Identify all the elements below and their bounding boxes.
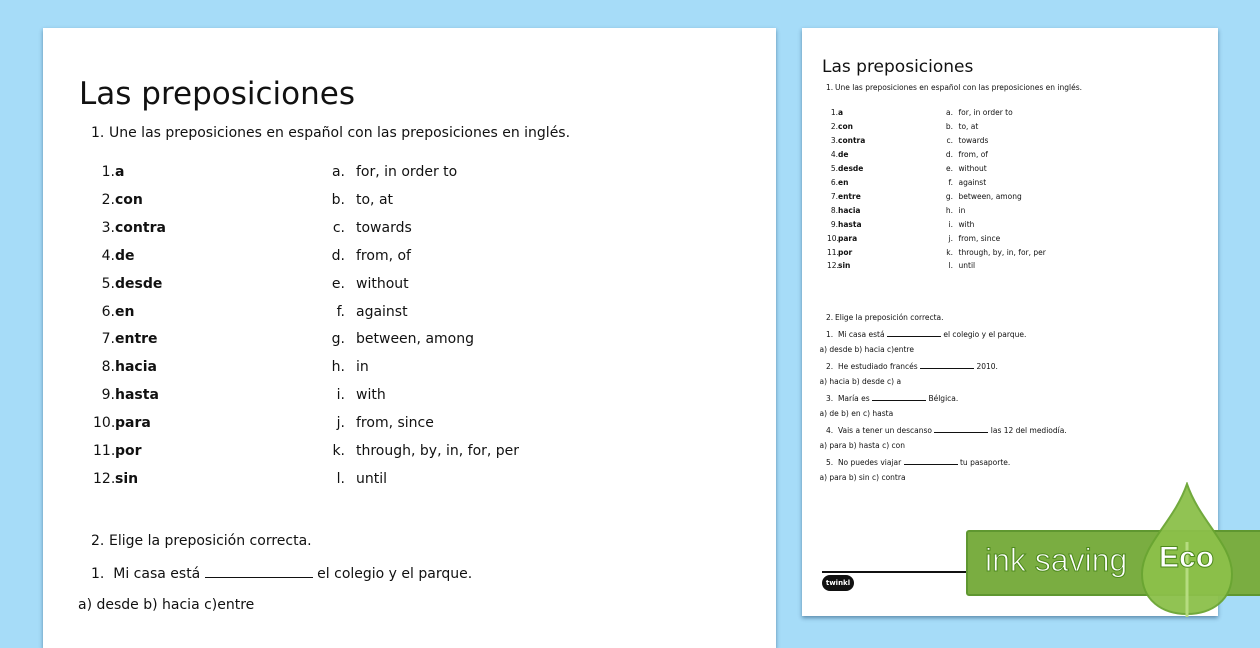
spanish-preposition: hasta [838, 219, 862, 229]
match-letter: d. [945, 149, 953, 159]
worksheet-page-large [43, 28, 776, 648]
english-meaning: for, in order to [958, 108, 1013, 117]
spanish-item [838, 234, 857, 243]
spanish-preposition: entre [115, 331, 158, 348]
item-number: 12. [827, 261, 839, 271]
spanish-preposition: con [838, 121, 853, 131]
item-number: 9. [101, 387, 115, 404]
spanish-preposition: a [115, 164, 125, 180]
instruction-text: Une las preposiciones en español con las preposiciones en inglés. [835, 83, 1082, 92]
spanish-item [115, 471, 138, 487]
match-letter: e. [946, 163, 953, 173]
answer-options: a) hacia b) desde c) a [819, 377, 902, 386]
spanish-item [115, 248, 135, 264]
question-after: Bélgica. [928, 393, 959, 403]
item-number: 4. [830, 149, 838, 159]
twinkl-logo: twinkl [822, 575, 854, 591]
spanish-preposition: en [838, 177, 849, 187]
spanish-preposition: sin [838, 261, 851, 271]
spanish-preposition: a [838, 108, 844, 117]
english-meaning: between, among [356, 331, 474, 348]
question-number: 1. [826, 329, 834, 339]
spanish-preposition: hasta [115, 387, 159, 404]
match-letter: g. [945, 191, 953, 201]
spanish-item [838, 164, 863, 173]
match-letter: a. [331, 164, 345, 180]
item-number: 5. [830, 163, 838, 173]
instruction-number: 1. [91, 125, 105, 141]
english-meaning: without [356, 275, 409, 292]
spanish-preposition: en [115, 303, 135, 320]
match-letter: i. [336, 387, 345, 404]
question-after: 2010. [976, 361, 998, 371]
question-number: 1. [91, 566, 105, 582]
spanish-preposition: sin [115, 470, 139, 487]
question-number: 3. [826, 393, 834, 403]
question-after: las 12 del mediodía. [990, 425, 1067, 435]
match-letter: b. [945, 121, 953, 131]
item-number: 2. [101, 191, 115, 208]
question-number: 5. [826, 457, 834, 467]
item-number: 3. [101, 219, 115, 236]
english-meaning: from, since [958, 233, 1001, 243]
item-number: 3. [830, 135, 838, 145]
instruction-text: Elige la preposición correcta. [835, 313, 944, 322]
spanish-item [838, 261, 850, 270]
question [826, 458, 1010, 467]
spanish-preposition: hacia [115, 359, 157, 376]
english-meaning: with [356, 387, 386, 404]
question [91, 566, 472, 582]
match-letter: d. [331, 247, 345, 264]
spanish-preposition: de [838, 149, 849, 159]
question-before: He estudiado francés [837, 361, 918, 371]
english-meaning: in [356, 359, 369, 376]
match-letter: g. [331, 331, 345, 348]
spanish-item [115, 359, 157, 375]
match-letter: l. [336, 470, 345, 487]
match-letter: a. [946, 108, 953, 117]
english-meaning: to, at [356, 191, 394, 208]
match-letter: j. [336, 415, 345, 432]
match-letter: h. [331, 359, 345, 376]
english-meaning: from, of [958, 149, 988, 159]
answer-blank[interactable] [872, 400, 926, 401]
item-number: 1. [830, 108, 838, 117]
match-letter: h. [945, 205, 953, 215]
eco-label: Eco [1159, 541, 1215, 574]
answer-blank[interactable] [920, 368, 974, 369]
english-meaning: through, by, in, for, per [356, 443, 520, 459]
spanish-item [115, 443, 142, 459]
spanish-item [838, 122, 853, 131]
answer-options: a) para b) hasta c) con [819, 441, 905, 450]
match-letter: c. [332, 219, 345, 236]
instruction-text: Une las preposiciones en español con las preposiciones en inglés. [109, 125, 571, 141]
spanish-item [115, 415, 151, 431]
footer-divider [822, 571, 972, 573]
answer-blank[interactable] [934, 432, 988, 433]
spanish-preposition: entre [838, 191, 861, 201]
item-number: 11. [827, 247, 839, 257]
spanish-preposition: para [838, 233, 858, 243]
question-before: Mi casa está [113, 566, 201, 582]
english-meaning: between, among [958, 191, 1022, 201]
question-before: No puedes viajar [837, 457, 902, 467]
spanish-item [838, 220, 862, 229]
item-number: 7. [101, 331, 115, 348]
question-after: tu pasaporte. [959, 457, 1011, 467]
question-after: el colegio y el parque. [943, 329, 1027, 339]
spanish-item [838, 136, 865, 145]
english-meaning: against [356, 303, 408, 320]
match-letter: j. [948, 233, 953, 243]
question [826, 394, 958, 403]
english-meaning: without [958, 163, 987, 173]
item-number: 10. [827, 233, 839, 243]
item-number: 6. [101, 303, 115, 320]
spanish-preposition: para [115, 415, 151, 432]
instruction-number: 1. [826, 83, 834, 92]
match-letter: i. [948, 219, 953, 229]
english-meaning: until [356, 470, 388, 487]
spanish-item [115, 220, 166, 236]
spanish-preposition: de [115, 247, 135, 264]
match-letter: f. [336, 303, 345, 320]
spanish-item [115, 331, 158, 347]
spanish-item [115, 192, 143, 208]
spanish-preposition: contra [838, 135, 866, 145]
answer-options: a) de b) en c) hasta [819, 409, 894, 418]
item-number: 6. [830, 177, 838, 187]
item-number: 12. [93, 470, 116, 487]
spanish-preposition: desde [115, 275, 163, 292]
english-meaning: against [958, 177, 987, 187]
badge-text: ink saving [985, 542, 1128, 578]
question [826, 362, 998, 371]
spanish-preposition: contra [115, 219, 166, 236]
question-after: el colegio y el parque. [317, 566, 473, 582]
item-number: 8. [830, 205, 838, 215]
item-number: 9. [830, 219, 838, 229]
question-before: Vais a tener un descanso [837, 425, 932, 435]
question [826, 330, 1026, 339]
english-meaning: from, since [356, 415, 434, 432]
match-letter: l. [948, 261, 953, 271]
spanish-item [115, 164, 124, 180]
english-meaning: through, by, in, for, per [958, 247, 1046, 257]
english-meaning: until [958, 261, 976, 271]
spanish-item [838, 108, 843, 117]
english-meaning: to, at [958, 121, 979, 131]
match-letter: k. [946, 247, 953, 257]
english-meaning: from, of [356, 247, 411, 264]
spanish-preposition: desde [838, 163, 864, 173]
answer-blank[interactable] [904, 464, 958, 465]
spanish-item [115, 304, 134, 320]
english-meaning: in [958, 205, 966, 215]
question-number: 2. [826, 361, 834, 371]
spanish-item [838, 206, 860, 215]
spanish-item [115, 387, 159, 403]
match-letter: f. [948, 177, 953, 187]
page-title: Las preposiciones [79, 76, 355, 112]
answer-blank[interactable] [887, 336, 941, 337]
question-before: Mi casa está [837, 329, 885, 339]
spanish-preposition: por [838, 247, 853, 257]
item-number: 11. [93, 443, 116, 459]
instruction-number: 2. [826, 313, 834, 322]
answer-options: a) desde b) hacia c)entre [819, 345, 914, 354]
spanish-item [838, 248, 852, 257]
english-meaning: for, in order to [356, 164, 458, 180]
instruction-number: 2. [91, 533, 105, 549]
item-number: 7. [830, 191, 838, 201]
match-letter: b. [331, 191, 345, 208]
english-meaning: towards [958, 135, 989, 145]
item-number: 4. [101, 247, 115, 264]
match-letter: k. [332, 443, 345, 459]
spanish-item [838, 178, 848, 187]
item-number: 2. [830, 121, 838, 131]
item-number: 10. [93, 415, 116, 432]
spanish-item [115, 276, 162, 292]
spanish-item [838, 192, 861, 201]
question-before: María es [837, 393, 870, 403]
spanish-preposition: con [115, 191, 143, 208]
match-letter: c. [946, 135, 953, 145]
answer-options: a) desde b) hacia c)entre [78, 597, 255, 613]
english-meaning: with [958, 219, 975, 229]
spanish-item [838, 150, 848, 159]
page-title: Las preposiciones [822, 57, 974, 77]
item-number: 8. [101, 359, 115, 376]
answer-options: a) para b) sin c) contra [819, 473, 906, 482]
item-number: 1. [101, 164, 115, 180]
instruction-text: Elige la preposición correcta. [109, 533, 312, 549]
question-number: 4. [826, 425, 834, 435]
answer-blank[interactable] [205, 577, 313, 578]
question [826, 426, 1067, 435]
spanish-preposition: hacia [838, 205, 861, 215]
spanish-preposition: por [115, 443, 142, 459]
match-letter: e. [331, 275, 345, 292]
english-meaning: towards [356, 219, 412, 236]
item-number: 5. [101, 275, 115, 292]
